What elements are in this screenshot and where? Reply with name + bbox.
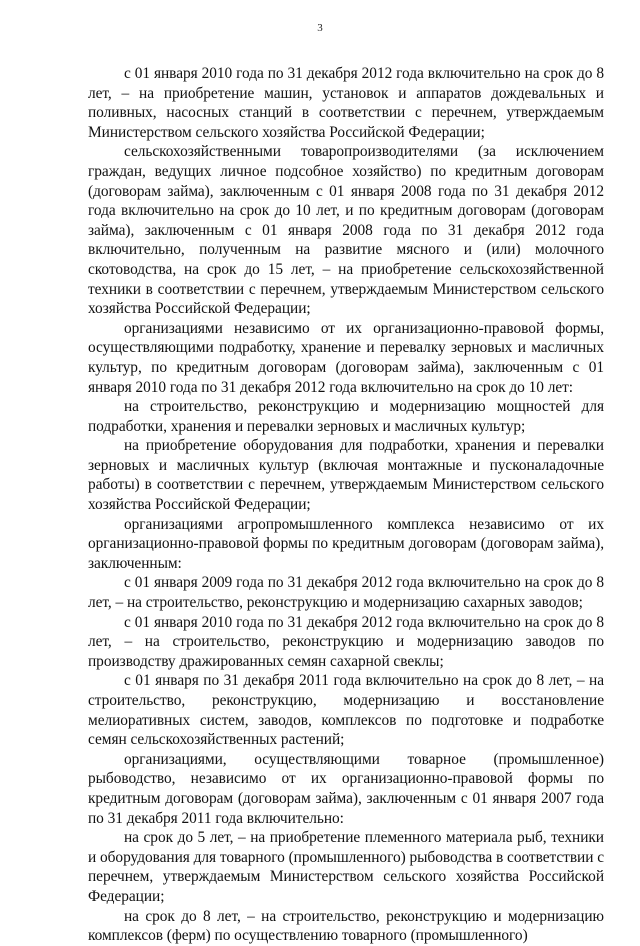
paragraph-fish-breeding-material: на срок до 5 лет, – на приобретение племенного материала рыб, техники и оборудования для товарного (промышленного) рыбоводства в соответствии с перечнем, утверждаемым Министерством сельского хозяйства Российской Федерации; [88,829,604,905]
paragraph-grain-construction: на строительство, реконструкцию и модернизацию мощностей для подработки, хранения и перевалки зерновых и масличных культур; [88,398,604,435]
page-number: 3 [317,22,323,34]
paragraph-fish-farming-organizations: организациями, осуществляющими товарное (промышленное) рыбоводство, независимо от их организационно-правовой формы по кредитным договорам (договорам займа), заключенным с 01 января 2007 года по 31 декабря 2011 года включительно: [88,750,604,827]
paragraph-melioration-systems: с 01 января по 31 декабря 2011 года включительно на срок до 8 лет, – на строительство, реконструкцию, модернизацию и восстановление мелиоративных систем, заводов, комплексов по подготовке и подработке семян сельскохозяйственных растений; [88,672,604,749]
paragraph-agroindustrial-organizations: организациями агропромышленного комплекса независимо от их организационно-правовой формы по кредитным договорам (договорам займа), заключенным: [88,515,604,572]
document-body [88,64,604,946]
paragraph-irrigation-equipment: с 01 января 2010 года по 31 декабря 2012 года включительно на срок до 8 лет, – на приобретение машин, установок и аппаратов дождевальных и поливных, насосных станций в соответствии с перечнем, утверждаемым Министерством сельского хозяйства Российской Федерации; [88,65,604,141]
paragraph-agricultural-producers: сельскохозяйственными товаропроизводителями (за исключением граждан, ведущих личное подсобное хозяйство) по кредитным договорам (договорам займа), заключенным с 01 января 2008 года по 31 декабря 2012 года включительно на срок до 10 лет, и по кредитным договорам (договорам займа), заключенным с 01 января 2008 года по 31 декабря 2012 года включительно, полученным на развитие мясного и (или) молочного скотоводства, на срок до 15 лет, – на приобретение сельскохозяйственной техники в соответствии с перечнем, утверждаемым Министерством сельского хозяйства Российской Федерации; [88,143,604,318]
paragraph-sugar-plants: с 01 января 2009 года по 31 декабря 2012 года включительно на срок до 8 лет, – на строительство, реконструкцию и модернизацию сахарных заводов; [88,574,604,612]
paragraph-fish-farm-construction: на срок до 8 лет, – на строительство, реконструкцию и модернизацию комплексов (ферм) по осуществлению товарного (промышленного) [88,907,604,945]
paragraph-sugar-beet-seeds: с 01 января 2010 года по 31 декабря 2012 года включительно на срок до 8 лет, – на строительство, реконструкцию и модернизацию заводов по производству дражированных семян сахарной свеклы; [88,613,604,670]
paragraph-grain-equipment: на приобретение оборудования для подработки, хранения и перевалки зерновых и масличных культур (включая монтажные и пусконаладочные работы) в соответствии с перечнем, утверждаемым Министерством сельского хозяйства Российской Федерации; [88,437,604,514]
paragraph-grain-organizations: организациями независимо от их организационно-правовой формы, осуществляющими подработку, хранение и перевалку зерновых и масличных культур, по кредитным договорам (договорам займа), заключенным с 01 января 2010 года по 31 декабря 2012 года включительно на срок до 10 лет: [88,319,604,396]
